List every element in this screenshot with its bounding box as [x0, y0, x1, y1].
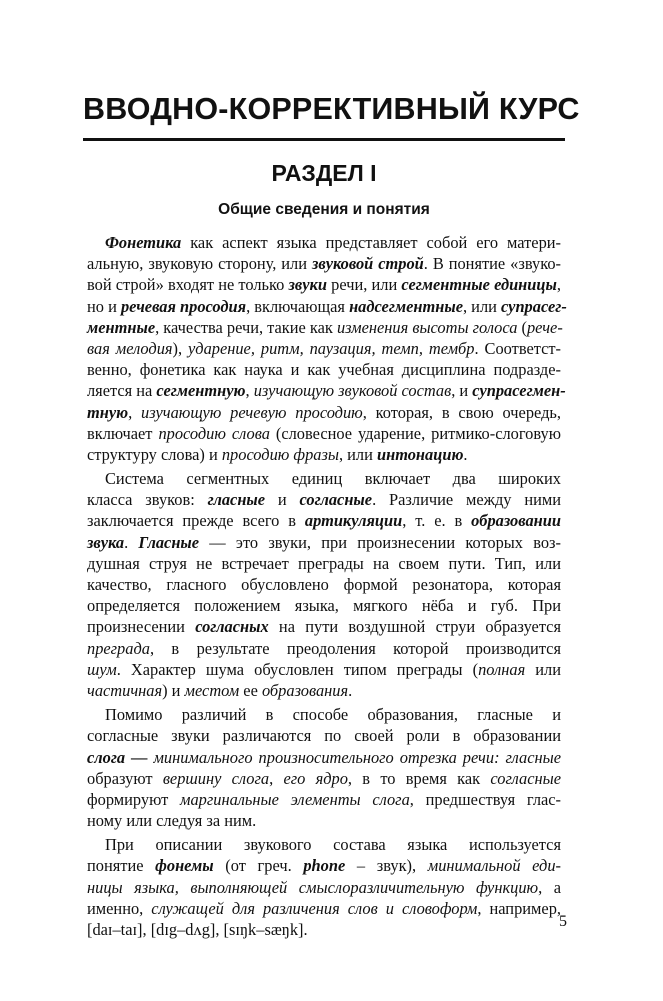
text-run: вершину слога	[162, 768, 270, 788]
text-run: вой строй» входят не только	[87, 275, 289, 295]
text-run: надсегментные	[349, 296, 463, 316]
text-run: ницы языка, выполняющей смыслоразличительную функцию	[87, 877, 539, 897]
text-run: ментные	[87, 317, 156, 337]
text-run: При описании звукового состава языка используется	[105, 835, 561, 855]
text-run: звуковой строй	[311, 254, 424, 274]
text-run: ее	[239, 680, 262, 700]
text-line	[87, 810, 561, 831]
text-line	[87, 898, 561, 919]
course-title: ВВОДНО-КОРРЕКТИВНЫЙ КУРС	[83, 92, 580, 126]
text-line	[87, 747, 561, 768]
text-run: . Соответст-	[474, 338, 561, 358]
text-run: .	[463, 444, 468, 464]
text-run: , в результате преодоления которой производится	[149, 638, 561, 658]
text-run: понятие	[87, 856, 156, 876]
text-run: интонацию	[376, 444, 464, 464]
text-line	[87, 232, 561, 253]
text-run: вая мелодия	[87, 338, 173, 358]
text-run: класса звуков:	[87, 490, 208, 510]
text-run: включает	[87, 423, 159, 443]
text-run: [daɪ–taɪ], [dɪg–dʌg], [sɪŋk–sæŋk].	[87, 920, 308, 939]
text-run: ударение, ритм, паузация, темп, тембр	[188, 338, 475, 358]
text-line	[87, 919, 561, 940]
text-run: , а	[538, 877, 561, 897]
text-run: ляется на	[87, 381, 157, 401]
text-line	[87, 616, 561, 637]
text-line	[87, 553, 561, 574]
text-run: его ядро	[283, 768, 348, 788]
text-line	[87, 659, 561, 680]
text-run: именно,	[87, 898, 152, 918]
text-run: , которая, в свою очередь,	[362, 402, 561, 422]
text-run: речи, или	[326, 275, 402, 295]
paragraph	[87, 834, 561, 940]
text-run: — это звуки, при произнесении которых воз-	[199, 532, 561, 552]
text-run: phone	[303, 856, 346, 876]
text-run: звука	[87, 532, 125, 552]
text-line	[87, 855, 561, 876]
text-line	[87, 380, 566, 401]
text-run: ,	[128, 402, 142, 422]
text-run: супрасегмен-	[472, 381, 566, 401]
text-line	[87, 402, 561, 423]
text-run: как аспект языка представляет собой его матери-	[181, 233, 561, 252]
text-run: супрасег-	[501, 296, 567, 316]
text-run: (от греч.	[213, 856, 304, 876]
text-run: маргинальные элементы слога	[180, 789, 410, 809]
text-run: сегментную	[156, 381, 246, 401]
text-run: полная	[478, 659, 526, 679]
text-run: речевая просодия	[120, 296, 247, 316]
text-line	[87, 704, 561, 725]
text-run: , в то время как	[347, 768, 491, 788]
text-run: просодию слова	[158, 423, 270, 443]
text-run: (словесное ударение, ритмико-слоговую	[269, 423, 561, 443]
text-run: шум	[87, 659, 117, 679]
text-run: заключается прежде всего в	[87, 511, 305, 531]
text-run: согласные	[299, 490, 373, 510]
text-run: изучающую звуковой состав	[253, 381, 452, 401]
text-run: .	[348, 680, 353, 700]
text-run: ,	[245, 381, 254, 401]
text-run: ному или следуя за ним.	[87, 811, 257, 831]
text-run: преграда	[87, 638, 150, 658]
text-line	[87, 680, 561, 701]
text-run: , или	[462, 296, 501, 316]
text-run: служащей для различения слов и словоформ	[151, 898, 478, 918]
subsection-heading: Общие сведения и понятия	[218, 201, 430, 218]
paragraph	[87, 468, 561, 701]
text-run: слога —	[87, 747, 154, 767]
text-run: ,	[269, 768, 284, 788]
text-run: . Характер шума обусловлен типом преграды (	[116, 659, 479, 679]
page-number: 5	[559, 913, 567, 930]
text-run: образуют	[87, 768, 163, 788]
paragraph	[87, 704, 561, 831]
text-run: согласные звуки различаются по своей роли в образовании	[87, 726, 561, 746]
text-run: определяется положением языка, мягкого нёба и губ. При	[87, 596, 561, 616]
text-run: ,	[556, 275, 561, 295]
text-run: но и	[87, 296, 121, 316]
text-run: согласных	[195, 617, 269, 637]
text-run: произнесении	[87, 617, 196, 637]
text-line	[87, 274, 561, 295]
text-run: , и	[451, 381, 473, 401]
text-run: гласные	[207, 490, 266, 510]
text-line	[87, 468, 561, 489]
text-run: тную	[87, 402, 129, 422]
text-run: душная струя не встречает преграды на своем пути. Тип, или	[87, 553, 561, 573]
text-run: согласные	[490, 768, 561, 788]
text-run: артикуляции	[304, 511, 403, 531]
text-line	[87, 877, 561, 898]
text-line	[87, 296, 567, 317]
text-run: качество, гласного обусловлено формой резонатора, которая	[87, 575, 561, 594]
text-run: структуру слова) и	[87, 444, 222, 464]
text-run: . Различие между ними	[372, 490, 562, 510]
text-run: . В понятие «звуко-	[423, 254, 561, 274]
text-run: минимальной еди-	[427, 856, 561, 876]
text-run: частичная	[87, 680, 163, 700]
text-run: ) и	[162, 680, 185, 700]
text-run: и	[265, 490, 300, 510]
text-run: на пути воздушной струи образуется	[268, 617, 561, 637]
text-line	[87, 338, 561, 359]
text-line	[87, 725, 561, 746]
section-heading: РАЗДЕЛ I	[271, 160, 377, 186]
text-run: изучающую речевую просодию	[141, 402, 363, 422]
text-line	[87, 532, 561, 553]
text-run: рече-	[526, 317, 563, 337]
text-line	[87, 423, 561, 444]
text-run: альную, звуковую сторону, или	[87, 254, 312, 274]
text-run: образования	[261, 680, 349, 700]
text-run: Фонетика	[105, 233, 182, 252]
text-line	[87, 489, 561, 510]
body-text	[87, 232, 567, 940]
paragraph	[87, 232, 567, 465]
text-run: , предшествуя глас-	[409, 789, 562, 809]
text-run: местом	[184, 680, 240, 700]
text-run: Помимо различий в способе образования, гласные и	[105, 705, 561, 725]
text-run: звуки	[288, 275, 327, 295]
text-line	[87, 253, 561, 274]
text-run: , т. е. в	[402, 511, 472, 531]
text-run: фонемы	[155, 856, 214, 876]
text-run: , или	[338, 444, 377, 464]
text-run: ),	[172, 338, 189, 358]
text-run: образовании	[471, 511, 561, 531]
text-run: формируют	[87, 789, 180, 809]
text-line	[87, 444, 561, 465]
text-run: (	[517, 317, 527, 337]
text-line	[87, 574, 561, 595]
text-run: Система сегментных единиц включает два широких	[105, 469, 561, 489]
text-line	[87, 789, 561, 810]
text-line	[87, 595, 561, 616]
text-line	[87, 834, 561, 855]
text-run: , например,	[477, 898, 561, 918]
text-run: , включающая	[246, 296, 350, 316]
text-run: , качества речи, такие как	[155, 317, 337, 337]
text-run: или	[525, 659, 561, 679]
title-underline	[83, 138, 565, 141]
text-run: – звук),	[345, 856, 428, 876]
text-line	[87, 317, 561, 338]
text-line	[87, 638, 561, 659]
text-line	[87, 359, 561, 380]
text-run: Гласные	[138, 532, 200, 552]
text-line	[87, 768, 561, 789]
text-run: венно, фонетика как наука и как учебная дисциплина подразде-	[87, 360, 561, 380]
text-run: просодию фразы	[221, 444, 339, 464]
text-line	[87, 510, 561, 531]
text-run: минимального произносительного отрезка речи: гласные	[153, 747, 561, 767]
text-run: .	[124, 532, 139, 552]
text-run: изменения высоты голоса	[336, 317, 518, 337]
text-run: сегментные единицы	[401, 275, 557, 295]
